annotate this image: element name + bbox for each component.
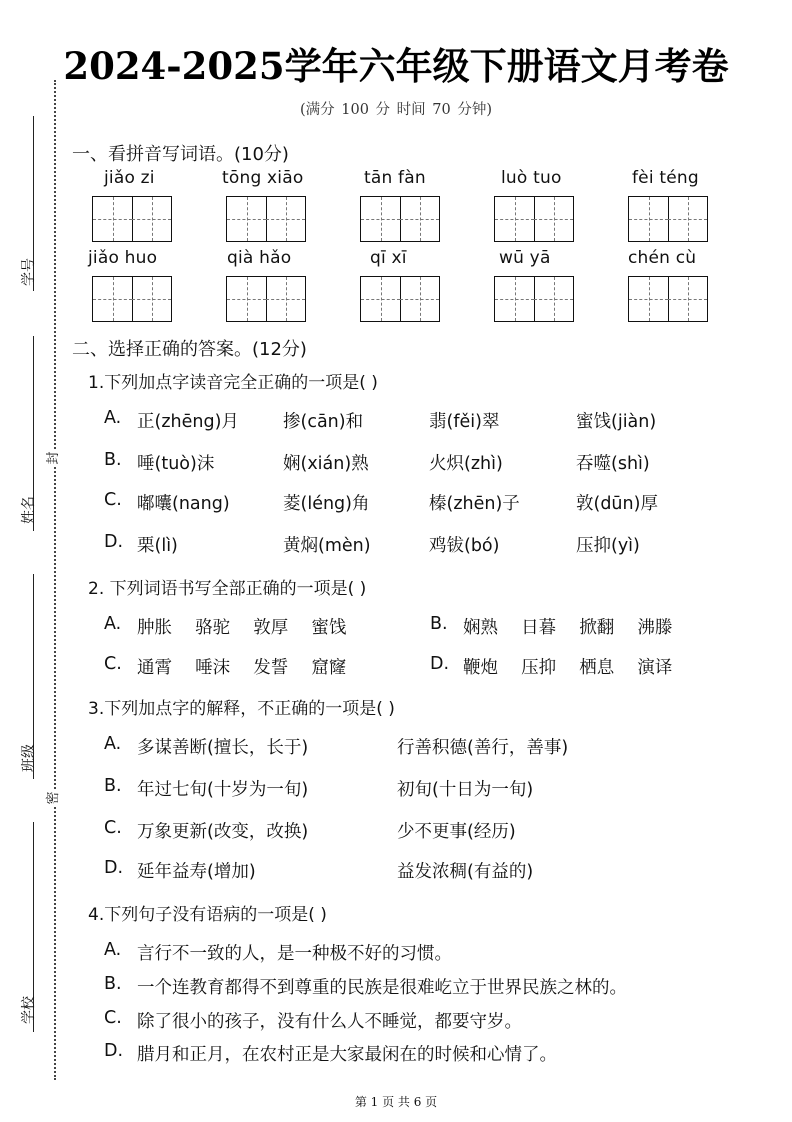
option-letter: D. bbox=[104, 858, 124, 878]
option-item: 多谋善断(擅长，长于) bbox=[137, 738, 309, 758]
option-item: 菱(léng)角 bbox=[283, 494, 370, 514]
option-letter: A. bbox=[104, 734, 122, 754]
option-item: 敦(dūn)厚 bbox=[576, 494, 658, 514]
writing-box[interactable] bbox=[92, 196, 172, 242]
option-item: 娴(xián)熟 bbox=[283, 454, 369, 474]
option-item: 嘟囔(nang) bbox=[137, 494, 230, 514]
option-letter: A. bbox=[104, 614, 122, 634]
pinyin-label: tān fàn bbox=[364, 168, 426, 188]
seal-char: 密 bbox=[46, 791, 61, 805]
option-item: 压抑(yì) bbox=[576, 536, 640, 556]
student-name-label: 姓名 bbox=[21, 496, 37, 524]
option-item: 延年益寿(增加) bbox=[137, 862, 256, 882]
option-letter: B. bbox=[430, 614, 448, 634]
option-item: 蜜饯(jiàn) bbox=[576, 412, 657, 432]
section1-heading: 一、看拼音写词语。(10分) bbox=[72, 144, 289, 165]
option-item: 初旬(十日为一旬) bbox=[397, 780, 534, 800]
option-item: 益发浓稠(有益的) bbox=[397, 862, 534, 882]
pinyin-label: tōng xiāo bbox=[222, 168, 304, 188]
question-1-stem: 1.下列加点字读音完全正确的一项是( ) bbox=[88, 373, 378, 393]
pinyin-label: jiǎo zi bbox=[104, 168, 155, 188]
school-label: 学校 bbox=[21, 996, 37, 1024]
pinyin-label: wū yā bbox=[499, 248, 551, 268]
option-item: 行善积德(善行，善事) bbox=[397, 738, 569, 758]
option-letter: D. bbox=[430, 654, 450, 674]
writing-box[interactable] bbox=[628, 196, 708, 242]
option-text: 一个连教育都得不到尊重的民族是很难屹立于世界民族之林的。 bbox=[137, 978, 627, 998]
option-letter: B. bbox=[104, 974, 122, 994]
option-item: 年过七旬(十岁为一旬) bbox=[137, 780, 309, 800]
question-4-stem: 4.下列句子没有语病的一项是( ) bbox=[88, 905, 327, 925]
option-text: 肿胀 骆驼 敦厚 蜜饯 bbox=[137, 618, 347, 638]
option-item: 栗(lì) bbox=[137, 536, 178, 556]
exam-info: (满分 100 分 时间 70 分钟) bbox=[300, 102, 492, 118]
option-letter: A. bbox=[104, 408, 122, 428]
pinyin-label: qià hǎo bbox=[227, 248, 292, 268]
option-text: 娴熟 日暮 掀翻 沸滕 bbox=[463, 618, 673, 638]
option-text: 腊月和正月，在农村正是大家最闲在的时候和心情了。 bbox=[137, 1045, 557, 1065]
writing-box[interactable] bbox=[494, 276, 574, 322]
option-item: 万象更新(改变，改换) bbox=[137, 822, 309, 842]
option-letter: C. bbox=[104, 490, 122, 510]
pinyin-label: jiǎo huo bbox=[88, 248, 158, 268]
option-letter: D. bbox=[104, 532, 124, 552]
writing-box[interactable] bbox=[360, 196, 440, 242]
option-item: 正(zhēng)月 bbox=[137, 412, 239, 432]
option-item: 火炽(zhì) bbox=[429, 454, 503, 474]
option-letter: A. bbox=[104, 940, 122, 960]
option-item: 翡(fěi)翠 bbox=[429, 412, 500, 432]
pinyin-label: chén cù bbox=[628, 248, 697, 268]
option-item: 唾(tuò)沫 bbox=[137, 454, 215, 474]
writing-box[interactable] bbox=[360, 276, 440, 322]
option-item: 吞噬(shì) bbox=[576, 454, 650, 474]
option-text: 除了很小的孩子，没有什么人不睡觉，都要守岁。 bbox=[137, 1012, 522, 1032]
seal-char: 封 bbox=[46, 451, 61, 465]
writing-box[interactable] bbox=[92, 276, 172, 322]
question-3-stem: 3.下列加点字的解释，不正确的一项是( ) bbox=[88, 699, 395, 719]
option-item: 榛(zhēn)子 bbox=[429, 494, 520, 514]
writing-box[interactable] bbox=[494, 196, 574, 242]
pinyin-label: fèi téng bbox=[632, 168, 699, 188]
writing-box[interactable] bbox=[226, 276, 306, 322]
question-2-stem: 2. 下列词语书写全部正确的一项是( ) bbox=[88, 579, 367, 599]
option-text: 言行不一致的人，是一种极不好的习惯。 bbox=[137, 944, 452, 964]
option-letter: C. bbox=[104, 654, 122, 674]
pinyin-label: qī xī bbox=[370, 248, 407, 268]
student-id-label: 学号 bbox=[21, 258, 37, 286]
option-text: 鞭炮 压抑 栖息 演译 bbox=[463, 658, 673, 678]
section2-heading: 二、选择正确的答案。(12分) bbox=[72, 339, 307, 360]
option-item: 鸡钹(bó) bbox=[429, 536, 500, 556]
class-label: 班级 bbox=[21, 744, 37, 772]
writing-box[interactable] bbox=[226, 196, 306, 242]
option-item: 掺(cān)和 bbox=[283, 412, 364, 432]
pinyin-label: luò tuo bbox=[501, 168, 562, 188]
writing-box[interactable] bbox=[628, 276, 708, 322]
option-letter: B. bbox=[104, 776, 122, 796]
page-title: 2024-2025学年六年级下册语文月考卷 bbox=[63, 44, 729, 88]
option-item: 少不更事(经历) bbox=[397, 822, 516, 842]
cut-line bbox=[54, 80, 56, 1080]
option-text: 通霄 唾沫 发誓 窟窿 bbox=[137, 658, 347, 678]
page-number: 第 1 页 共 6 页 bbox=[354, 1095, 438, 1109]
option-letter: C. bbox=[104, 818, 122, 838]
option-letter: D. bbox=[104, 1041, 124, 1061]
option-letter: C. bbox=[104, 1008, 122, 1028]
option-item: 黄焖(mèn) bbox=[283, 536, 371, 556]
option-letter: B. bbox=[104, 450, 122, 470]
